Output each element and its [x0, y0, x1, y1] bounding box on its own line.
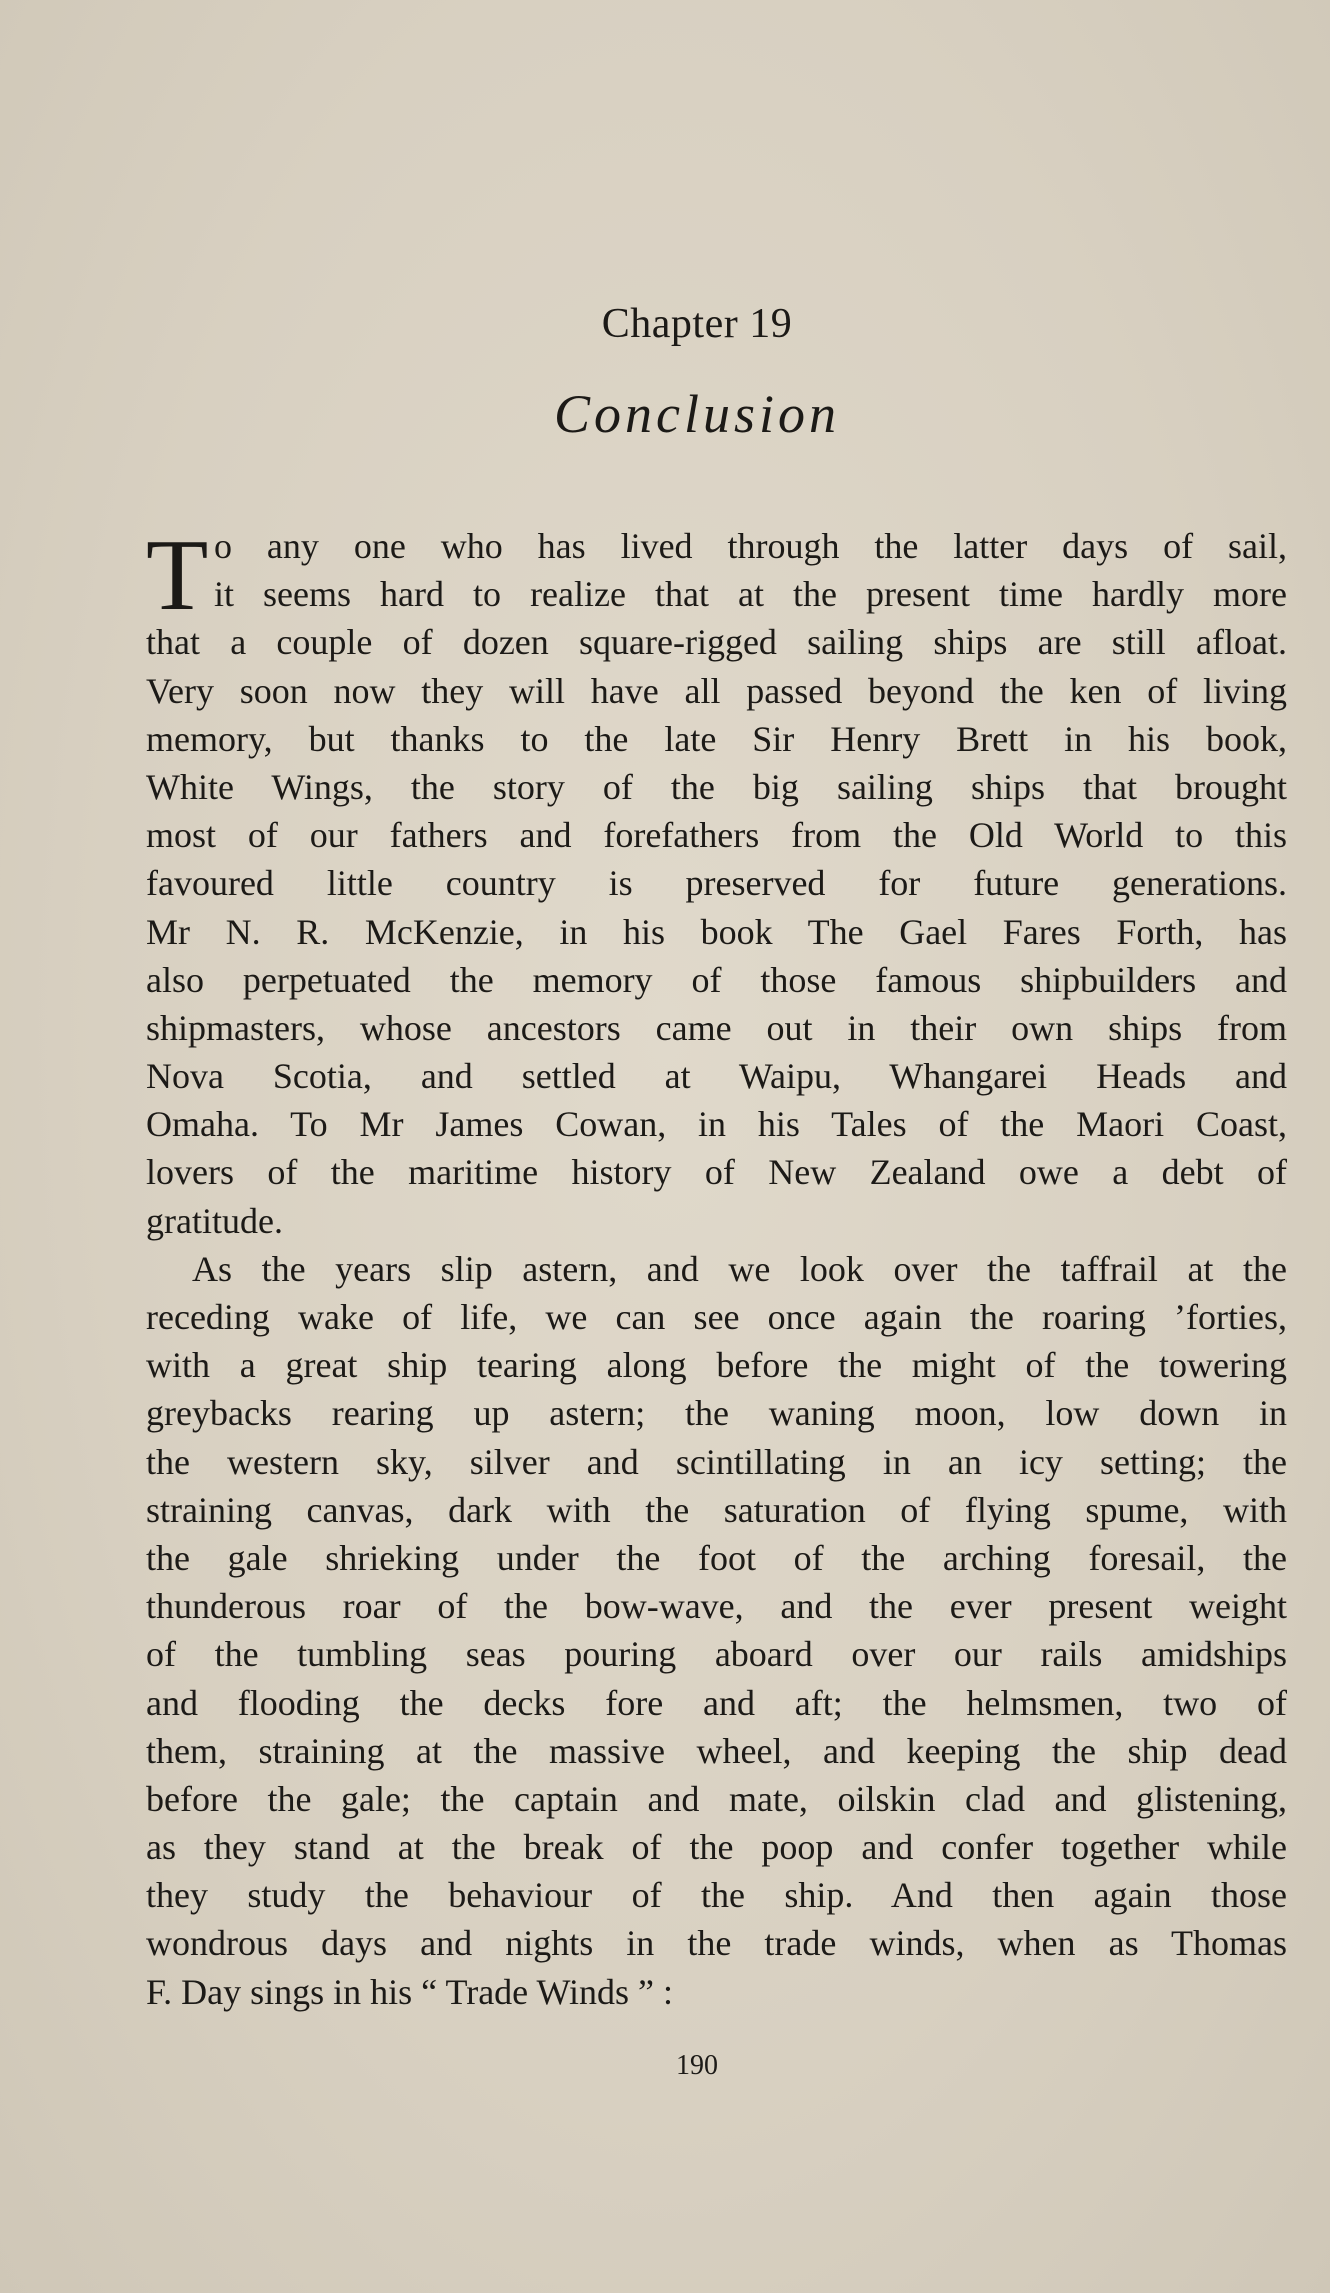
- text-line: Mr N. R. McKenzie, in his book The Gael Fares Forth, has: [146, 911, 1287, 952]
- text-line: them, straining at the massive wheel, and keeping the ship dead: [146, 1730, 1287, 1771]
- text-line: favoured little country is preserved for future generations.: [146, 863, 1287, 904]
- text-line: the western sky, silver and scintillating in an icy setting; the: [146, 1441, 1287, 1482]
- text-line: Omaha. To Mr James Cowan, in his Tales of the Maori Coast,: [146, 1104, 1287, 1145]
- drop-cap: T: [146, 519, 209, 632]
- text-line: as they stand at the break of the poop and confer together while: [146, 1827, 1287, 1868]
- text-line: memory, but thanks to the late Sir Henry Brett in his book,: [146, 718, 1287, 759]
- chapter-title: Conclusion: [553, 384, 840, 444]
- text-line: most of our fathers and forefathers from the Old World to this: [146, 815, 1287, 856]
- text-line: Very soon now they will have all passed beyond the ken of living: [146, 670, 1287, 711]
- text-line: lovers of the maritime history of New Zealand owe a debt of: [146, 1152, 1287, 1193]
- chapter-label: Chapter 19: [601, 301, 793, 347]
- text-line: wondrous days and nights in the trade winds, when as Thomas: [146, 1923, 1287, 1964]
- text-line: that a couple of dozen square-rigged sailing ships are still afloat.: [146, 622, 1287, 663]
- text-line: greybacks rearing up astern; the waning moon, low down in: [146, 1393, 1287, 1434]
- text-line: gratitude.: [146, 1200, 283, 1241]
- text-line: o any one who has lived through the latter days of sail,: [214, 526, 1287, 566]
- text-line: receding wake of life, we can see once again the roaring ’forties,: [146, 1297, 1287, 1337]
- text-line: also perpetuated the memory of those famous shipbuilders and: [146, 959, 1287, 1000]
- text-line: As the years slip astern, and we look over the taffrail at the: [192, 1248, 1287, 1289]
- body-text: [146, 519, 1287, 2016]
- text-line: the gale shrieking under the foot of the arching foresail, the: [146, 1537, 1287, 1578]
- text-line: thunderous roar of the bow-wave, and the ever present weight: [146, 1586, 1287, 1627]
- text-line: it seems hard to realize that at the present time hardly more: [214, 574, 1287, 615]
- text-line: White Wings, the story of the big sailing ships that brought: [146, 766, 1287, 807]
- text-line: F. Day sings in his “ Trade Winds ” :: [146, 1971, 674, 2012]
- text-line: they study the behaviour of the ship. And then again those: [146, 1875, 1287, 1916]
- page-number: 190: [676, 2050, 718, 2081]
- text-line: and flooding the decks fore and aft; the helmsmen, two of: [146, 1682, 1287, 1723]
- text-line: shipmasters, whose ancestors came out in their own ships from: [146, 1007, 1287, 1048]
- text-line: Nova Scotia, and settled at Waipu, Whangarei Heads and: [146, 1056, 1287, 1097]
- text-line: of the tumbling seas pouring aboard over our rails amidships: [146, 1634, 1287, 1675]
- text-line: before the gale; the captain and mate, oilskin clad and glistening,: [146, 1778, 1287, 1819]
- text-line: with a great ship tearing along before the might of the towering: [146, 1345, 1287, 1386]
- text-line: straining canvas, dark with the saturation of flying spume, with: [146, 1489, 1287, 1530]
